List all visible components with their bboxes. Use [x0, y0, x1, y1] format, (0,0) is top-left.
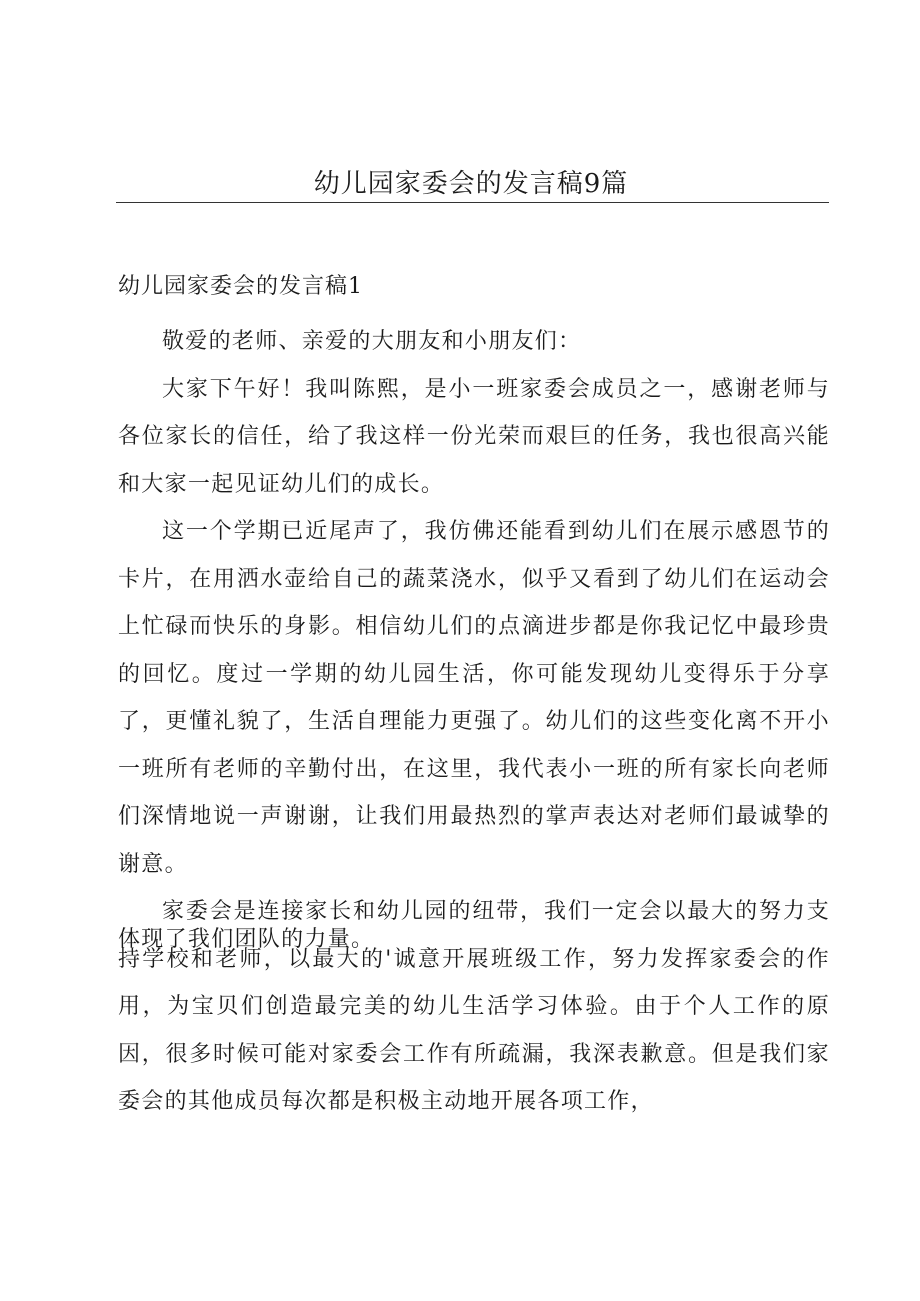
title-underline — [116, 202, 829, 203]
paragraph-1: 大家下午好！我叫陈熙，是小一班家委会成员之一，感谢老师与各位家长的信任，给了我这样一份光荣而艰巨的任务，我也很高兴能和大家一起见证幼儿们的成长。 — [118, 376, 830, 497]
section-heading: 幼儿园家委会的发言稿1 — [118, 274, 363, 299]
document-body — [118, 318, 830, 1114]
document-title: 幼儿园家委会的发言稿9篇 — [313, 169, 629, 199]
paragraph-3: 家委会是连接家长和幼儿园的纽带，我们一定会以最大的努力支持学校和老师，以最大的'诚意开展班级工作，努力发挥家委会的作用，为宝贝们创造最完美的幼儿生活学习体验。由于个人工作的原因，很多时候可能对家委会工作有所疏漏，我深表歉意。但是我们家委会的其他成员每次都是积极主动地开展各项工作， — [118, 899, 830, 1114]
paragraph-final-line: 体现了我们团队的力量。 — [118, 927, 375, 952]
salutation: 敬爱的老师、亲爱的大朋友和小朋友们： — [162, 329, 582, 354]
paragraph-2: 这一个学期已近尾声了，我仿佛还能看到幼儿们在展示感恩节的卡片，在用洒水壶给自己的蔬菜浇水，似乎又看到了幼儿们在运动会上忙碌而快乐的身影。相信幼儿们的点滴进步都是你我记忆中最珍贵的回忆。度过一学期的幼儿园生活，你可能发现幼儿变得乐于分享了，更懂礼貌了，生活自理能力更强了。幼儿们的这些变化离不开小一班所有老师的辛勤付出，在这里，我代表小一班的所有家长向老师们深情地说一声谢谢，让我们用最热烈的掌声表达对老师们最诚挚的谢意。 — [118, 519, 830, 877]
